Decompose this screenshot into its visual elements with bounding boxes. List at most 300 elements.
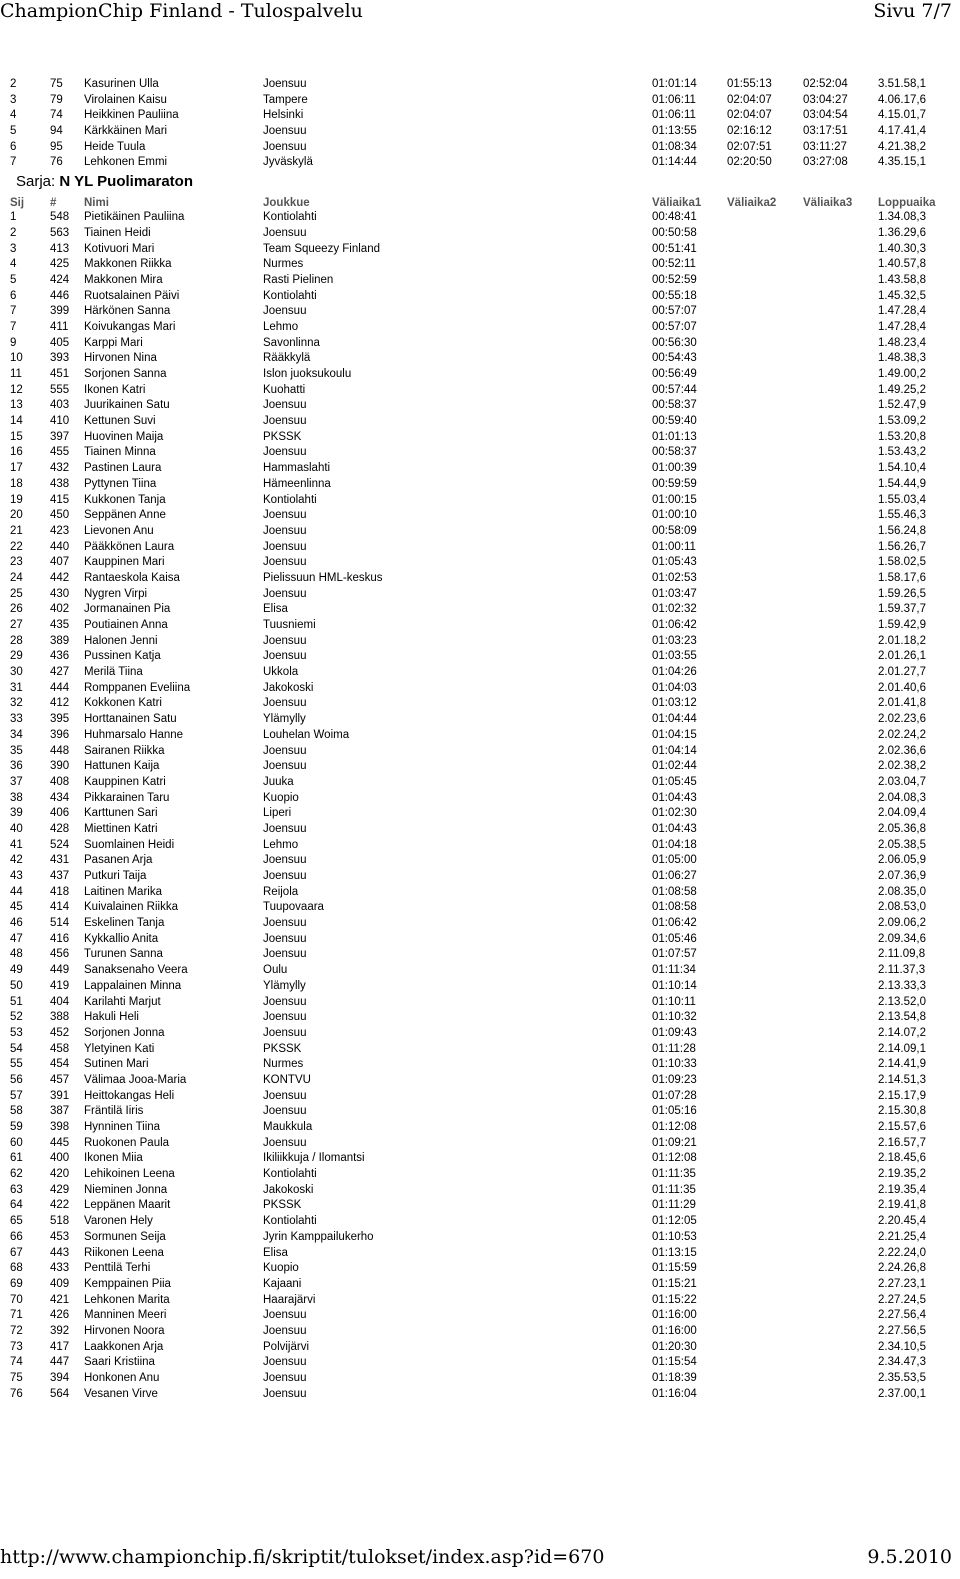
result-cell-sij: 34: [10, 728, 23, 741]
result-cell-sij: 35: [10, 744, 23, 757]
result-cell-v1: 01:05:45: [652, 775, 697, 788]
result-cell-lop: 2.27.24,5: [878, 1293, 926, 1306]
result-cell-sij: 13: [10, 399, 23, 412]
result-row: [0, 242, 960, 258]
result-row: [0, 1293, 960, 1309]
result-cell-sij: 31: [10, 681, 23, 694]
result-row: [0, 916, 960, 932]
result-cell-name: Karilahti Marjut: [84, 995, 161, 1008]
result-cell-sij: 76: [10, 1387, 23, 1400]
result-cell-v1: 01:10:32: [652, 1011, 697, 1024]
result-cell-v3: 03:11:27: [803, 140, 847, 153]
result-cell-lop: 2.19.35,4: [878, 1183, 926, 1196]
result-cell-num: 390: [50, 760, 70, 773]
result-cell-sij: 60: [10, 1136, 23, 1149]
result-cell-num: 455: [50, 446, 70, 459]
result-row: [0, 932, 960, 948]
result-cell-num: 443: [50, 1246, 70, 1259]
result-cell-name: Pussinen Katja: [84, 650, 161, 663]
result-cell-name: Lievonen Anu: [84, 524, 154, 537]
result-row: [0, 1010, 960, 1026]
result-cell-club: Joensuu: [263, 556, 307, 569]
result-cell-v2: 02:07:51: [727, 140, 772, 153]
result-cell-v1: 00:52:11: [652, 258, 696, 271]
column-header-name: Nimi: [84, 197, 109, 210]
result-cell-sij: 52: [10, 1011, 23, 1024]
result-cell-club: Joensuu: [263, 1356, 307, 1369]
result-cell-club: Kuopio: [263, 1262, 299, 1275]
result-cell-num: 425: [50, 258, 70, 271]
result-cell-num: 387: [50, 1105, 70, 1118]
result-cell-num: 424: [50, 273, 70, 286]
result-cell-num: 410: [50, 415, 70, 428]
result-cell-v1: 01:01:13: [652, 430, 697, 443]
result-cell-club: Rääkkylä: [263, 352, 311, 365]
result-cell-lop: 2.02.36,6: [878, 744, 926, 757]
result-cell-club: Joensuu: [263, 870, 307, 882]
result-cell-sij: 44: [10, 885, 23, 898]
result-cell-sij: 45: [10, 901, 23, 914]
result-cell-name: Pastinen Laura: [84, 462, 162, 475]
result-cell-num: 392: [50, 1324, 70, 1337]
result-cell-sij: 38: [10, 791, 23, 804]
result-cell-v1: 01:11:29: [652, 1199, 696, 1212]
result-cell-num: 388: [50, 1011, 70, 1024]
result-cell-name: Koivukangas Mari: [84, 320, 176, 333]
result-cell-sij: 5: [10, 273, 17, 286]
result-cell-club: Helsinki: [263, 109, 304, 122]
result-cell-lop: 1.53.09,2: [878, 415, 926, 428]
page-title: ChampionChip Finland - Tulospalvelu: [0, 0, 363, 22]
result-cell-num: 453: [50, 1230, 70, 1243]
result-cell-name: Hakuli Heli: [84, 1011, 139, 1024]
result-cell-name: Ruokonen Paula: [84, 1136, 170, 1149]
result-cell-lop: 2.27.56,4: [878, 1309, 926, 1322]
result-row: [0, 1136, 960, 1152]
result-cell-club: Joensuu: [263, 78, 307, 90]
result-cell-v1: 01:02:32: [652, 603, 697, 616]
result-row: [0, 759, 960, 775]
result-cell-v1: 01:00:10: [652, 509, 697, 522]
result-cell-lop: 2.05.38,5: [878, 838, 926, 851]
result-cell-club: Kuopio: [263, 791, 299, 804]
result-cell-num: 437: [50, 870, 70, 882]
result-cell-lop: 4.15.01,7: [878, 109, 926, 122]
result-cell-sij: 24: [10, 571, 23, 584]
result-cell-name: Tiainen Minna: [84, 446, 156, 459]
result-row: [0, 289, 960, 305]
result-cell-sij: 40: [10, 822, 23, 835]
result-cell-v1: 01:06:11: [652, 109, 696, 122]
result-cell-num: 458: [50, 1042, 70, 1055]
page-number: Sivu 7/7: [873, 0, 952, 22]
result-cell-lop: 2.02.23,6: [878, 713, 926, 726]
result-cell-sij: 25: [10, 587, 23, 600]
result-cell-sij: 32: [10, 697, 23, 710]
result-cell-v1: 01:04:18: [652, 838, 697, 851]
result-cell-v1: 01:16:00: [652, 1324, 697, 1337]
result-cell-club: Joensuu: [263, 509, 307, 522]
result-cell-lop: 2.13.52,0: [878, 995, 926, 1008]
result-cell-sij: 20: [10, 509, 23, 522]
result-cell-name: Hirvonen Nina: [84, 352, 157, 365]
result-cell-v1: 01:13:15: [652, 1246, 697, 1259]
result-cell-sij: 7: [10, 156, 17, 169]
category-heading: [0, 171, 960, 192]
result-cell-club: Joensuu: [263, 1089, 307, 1102]
result-cell-club: Joensuu: [263, 854, 307, 867]
result-cell-club: Haarajärvi: [263, 1293, 316, 1306]
result-cell-lop: 2.37.00,1: [878, 1387, 926, 1400]
result-cell-num: 389: [50, 634, 70, 647]
result-cell-num: 413: [50, 242, 70, 255]
result-cell-num: 416: [50, 932, 70, 945]
result-cell-name: Eskelinen Tanja: [84, 917, 165, 930]
result-cell-v1: 00:58:37: [652, 446, 697, 459]
result-cell-v1: 01:09:23: [652, 1073, 697, 1086]
result-cell-lop: 2.27.56,5: [878, 1324, 926, 1337]
result-cell-name: Lehkonen Emmi: [84, 156, 168, 169]
result-cell-num: 442: [50, 571, 70, 584]
result-cell-lop: 1.54.44,9: [878, 477, 926, 490]
result-cell-v1: 01:03:23: [652, 634, 697, 647]
column-header-sij: Sij: [10, 197, 25, 210]
result-row: [0, 1340, 960, 1356]
result-row: [0, 696, 960, 712]
result-cell-lop: 2.01.41,8: [878, 697, 926, 710]
result-cell-num: 395: [50, 713, 70, 726]
result-cell-num: 94: [50, 125, 63, 138]
result-cell-name: Lappalainen Minna: [84, 979, 182, 992]
result-cell-v2: 02:04:07: [727, 109, 772, 122]
result-cell-num: 447: [50, 1356, 70, 1369]
result-cell-v1: 01:00:15: [652, 493, 697, 506]
result-cell-name: Huhmarsalo Hanne: [84, 728, 184, 741]
result-row: [0, 367, 960, 383]
result-cell-lop: 1.36.29,6: [878, 226, 926, 239]
result-cell-num: 412: [50, 697, 70, 710]
result-cell-lop: 2.01.27,7: [878, 666, 926, 679]
result-cell-lop: 1.43.58,8: [878, 273, 926, 286]
result-cell-club: Oulu: [263, 964, 288, 977]
result-cell-v1: 01:16:00: [652, 1309, 697, 1322]
result-cell-name: Kauppinen Mari: [84, 556, 165, 569]
result-row: [0, 1183, 960, 1199]
result-cell-sij: 73: [10, 1340, 23, 1353]
result-cell-v1: 01:12:08: [652, 1152, 697, 1165]
result-cell-club: Savonlinna: [263, 336, 320, 349]
result-cell-club: Joensuu: [263, 932, 307, 945]
result-row: [0, 1355, 960, 1371]
result-row: [0, 947, 960, 963]
result-cell-v3: 02:52:04: [803, 78, 848, 90]
result-row: [0, 791, 960, 807]
result-cell-name: Sorjonen Jonna: [84, 1026, 165, 1039]
result-cell-v1: 00:59:59: [652, 477, 697, 490]
result-cell-name: Sorjonen Sanna: [84, 368, 167, 380]
result-row: [0, 1042, 960, 1058]
result-cell-lop: 1.59.26,5: [878, 587, 926, 600]
result-cell-name: Heittokangas Heli: [84, 1089, 175, 1102]
category-name: N YL Puolimaraton: [59, 173, 193, 191]
result-cell-club: Hammaslahti: [263, 462, 331, 475]
result-row: [0, 351, 960, 367]
result-cell-name: Huovinen Maija: [84, 430, 164, 443]
result-cell-lop: 2.09.34,6: [878, 932, 926, 945]
result-cell-num: 396: [50, 728, 70, 741]
result-row: [0, 1261, 960, 1277]
result-cell-name: Ikonen Miia: [84, 1152, 143, 1165]
result-cell-num: 415: [50, 493, 70, 506]
result-cell-num: 402: [50, 603, 70, 616]
result-cell-sij: 46: [10, 917, 23, 930]
result-cell-club: Jyrin Kamppailukerho: [263, 1230, 374, 1243]
result-row: [0, 995, 960, 1011]
result-row: [0, 77, 960, 93]
result-cell-sij: 36: [10, 760, 23, 773]
page-footer: [0, 1545, 960, 1571]
result-cell-num: 414: [50, 901, 70, 914]
result-cell-num: 450: [50, 509, 70, 522]
result-cell-name: Sanaksenaho Veera: [84, 964, 188, 977]
result-cell-sij: 6: [10, 289, 17, 302]
result-cell-v1: 01:03:47: [652, 587, 697, 600]
result-cell-v1: 01:12:05: [652, 1215, 697, 1228]
result-cell-v1: 01:15:59: [652, 1262, 697, 1275]
result-row: [0, 1214, 960, 1230]
result-cell-name: Karttunen Sari: [84, 807, 158, 820]
result-cell-lop: 1.47.28,4: [878, 320, 926, 333]
result-cell-num: 434: [50, 791, 70, 804]
result-cell-sij: 33: [10, 713, 23, 726]
result-cell-v1: 00:50:58: [652, 226, 697, 239]
result-cell-lop: 2.07.36,9: [878, 870, 926, 882]
result-cell-club: Elisa: [263, 1246, 288, 1259]
result-cell-v3: 03:17:51: [803, 125, 848, 138]
result-cell-sij: 53: [10, 1026, 23, 1039]
result-cell-num: 456: [50, 948, 70, 961]
result-cell-club: Joensuu: [263, 995, 307, 1008]
category-result-rows: [0, 210, 960, 1402]
result-cell-lop: 2.24.26,8: [878, 1262, 926, 1275]
result-cell-num: 555: [50, 383, 70, 396]
result-cell-lop: 2.06.05,9: [878, 854, 926, 867]
result-cell-lop: 1.34.08,3: [878, 211, 926, 224]
result-cell-lop: 2.19.41,8: [878, 1199, 926, 1212]
result-cell-club: Joensuu: [263, 399, 307, 412]
result-row: [0, 822, 960, 838]
result-cell-v1: 01:10:11: [652, 995, 696, 1008]
result-row: [0, 775, 960, 791]
result-cell-name: Sutinen Mari: [84, 1058, 149, 1071]
result-cell-sij: 75: [10, 1372, 23, 1384]
result-cell-sij: 2: [10, 78, 17, 90]
result-cell-sij: 50: [10, 979, 23, 992]
column-headers: [0, 192, 960, 210]
result-row: [0, 1151, 960, 1167]
result-cell-club: Tampere: [263, 93, 308, 106]
result-row: [0, 226, 960, 242]
result-row: [0, 806, 960, 822]
result-cell-club: Maukkula: [263, 1121, 313, 1133]
result-cell-v1: 01:06:42: [652, 619, 697, 631]
result-cell-v1: 01:05:46: [652, 932, 697, 945]
result-cell-num: 427: [50, 666, 70, 679]
result-cell-v1: 00:51:41: [652, 242, 697, 255]
result-cell-name: Makkonen Riikka: [84, 258, 172, 271]
result-cell-name: Ruotsalainen Päivi: [84, 289, 180, 302]
result-cell-sij: 29: [10, 650, 23, 663]
result-cell-sij: 23: [10, 556, 23, 569]
result-cell-lop: 2.16.57,7: [878, 1136, 926, 1149]
result-cell-name: Pääkkönen Laura: [84, 540, 175, 553]
result-cell-v1: 01:06:27: [652, 870, 697, 882]
result-cell-name: Kettunen Suvi: [84, 415, 156, 428]
result-cell-v1: 01:00:39: [652, 462, 697, 475]
result-cell-num: 393: [50, 352, 70, 365]
result-row: [0, 681, 960, 697]
result-cell-sij: 71: [10, 1309, 23, 1322]
result-cell-club: Liperi: [263, 807, 292, 820]
result-cell-name: Honkonen Anu: [84, 1372, 160, 1384]
result-cell-sij: 15: [10, 430, 23, 443]
result-cell-lop: 2.08.53,0: [878, 901, 926, 914]
result-cell-v1: 00:52:59: [652, 273, 697, 286]
result-cell-num: 564: [50, 1387, 70, 1400]
result-row: [0, 665, 960, 681]
result-cell-club: Lehmo: [263, 320, 299, 333]
result-cell-lop: 2.34.10,5: [878, 1340, 926, 1353]
result-cell-num: 422: [50, 1199, 70, 1212]
result-cell-name: Suomlainen Heidi: [84, 838, 175, 851]
result-cell-name: Pietikäinen Pauliina: [84, 211, 185, 224]
result-cell-lop: 1.40.30,3: [878, 242, 926, 255]
result-cell-num: 457: [50, 1073, 70, 1086]
result-cell-lop: 3.51.58,1: [878, 78, 926, 90]
result-cell-sij: 51: [10, 995, 23, 1008]
result-cell-v1: 00:58:37: [652, 399, 697, 412]
result-cell-club: Jakokoski: [263, 1183, 314, 1196]
result-cell-sij: 70: [10, 1293, 23, 1306]
result-cell-lop: 1.54.10,4: [878, 462, 926, 475]
result-cell-name: Miettinen Katri: [84, 822, 158, 835]
result-cell-club: Jyväskylä: [263, 156, 313, 169]
result-cell-club: Rasti Pielinen: [263, 273, 334, 286]
result-cell-num: 418: [50, 885, 70, 898]
result-cell-lop: 2.18.45,6: [878, 1152, 926, 1165]
result-row: [0, 124, 960, 140]
result-cell-club: Joensuu: [263, 587, 307, 600]
result-cell-v1: 01:04:14: [652, 744, 697, 757]
result-row: [0, 1246, 960, 1262]
result-cell-sij: 39: [10, 807, 23, 820]
result-cell-sij: 10: [10, 352, 23, 365]
column-header-club: Joukkue: [263, 197, 310, 210]
result-cell-sij: 59: [10, 1121, 23, 1133]
result-row: [0, 1324, 960, 1340]
result-row: [0, 634, 960, 650]
result-cell-lop: 2.11.37,3: [878, 964, 926, 977]
result-cell-lop: 2.14.09,1: [878, 1042, 926, 1055]
result-cell-sij: 41: [10, 838, 23, 851]
result-cell-club: PKSSK: [263, 430, 302, 443]
result-row: [0, 93, 960, 109]
result-cell-num: 435: [50, 619, 70, 631]
result-row: [0, 210, 960, 226]
result-row: [0, 430, 960, 446]
result-cell-sij: 18: [10, 477, 23, 490]
result-cell-name: Virolainen Kaisu: [84, 93, 167, 106]
result-cell-club: Islon juoksukoulu: [263, 368, 352, 380]
result-cell-name: Hirvonen Noora: [84, 1324, 165, 1337]
result-cell-num: 445: [50, 1136, 70, 1149]
result-cell-club: Joensuu: [263, 948, 307, 961]
result-cell-lop: 2.01.18,2: [878, 634, 926, 647]
result-row: [0, 571, 960, 587]
result-cell-name: Pasanen Arja: [84, 854, 153, 867]
result-cell-v1: 01:10:14: [652, 979, 697, 992]
result-row: [0, 963, 960, 979]
result-cell-name: Laakkonen Arja: [84, 1340, 164, 1353]
result-cell-club: Joensuu: [263, 140, 307, 153]
result-cell-club: Ylämylly: [263, 979, 306, 992]
result-cell-num: 452: [50, 1026, 70, 1039]
result-row: [0, 587, 960, 603]
result-cell-lop: 1.55.03,4: [878, 493, 926, 506]
result-cell-name: Härkönen Sanna: [84, 305, 171, 318]
result-cell-num: 398: [50, 1121, 70, 1133]
result-cell-num: 399: [50, 305, 70, 318]
result-cell-num: 409: [50, 1277, 70, 1290]
result-row: [0, 508, 960, 524]
result-cell-sij: 9: [10, 336, 17, 349]
previous-category-rows: [0, 77, 960, 171]
result-cell-lop: 2.13.54,8: [878, 1011, 926, 1024]
result-cell-sij: 54: [10, 1042, 23, 1055]
result-cell-sij: 74: [10, 1356, 23, 1369]
result-row: [0, 304, 960, 320]
result-cell-lop: 1.48.38,3: [878, 352, 926, 365]
result-cell-lop: 2.15.57,6: [878, 1121, 926, 1133]
result-cell-v3: 03:04:27: [803, 93, 848, 106]
result-cell-lop: 1.59.37,7: [878, 603, 926, 616]
result-cell-lop: 1.49.25,2: [878, 383, 926, 396]
result-cell-club: Jakokoski: [263, 681, 314, 694]
result-cell-club: Joensuu: [263, 305, 307, 318]
result-cell-num: 433: [50, 1262, 70, 1275]
result-cell-club: Pielissuun HML-keskus: [263, 571, 383, 584]
result-cell-club: Elisa: [263, 603, 288, 616]
result-cell-club: Joensuu: [263, 1105, 307, 1118]
result-cell-name: Jormanainen Pia: [84, 603, 171, 616]
result-row: [0, 1308, 960, 1324]
result-cell-num: 448: [50, 744, 70, 757]
result-cell-sij: 47: [10, 932, 23, 945]
result-cell-lop: 1.40.57,8: [878, 258, 926, 271]
result-row: [0, 979, 960, 995]
result-row: [0, 1230, 960, 1246]
result-cell-club: Kajaani: [263, 1277, 302, 1290]
result-cell-v1: 01:09:21: [652, 1136, 697, 1149]
result-row: [0, 540, 960, 556]
result-cell-lop: 1.56.26,7: [878, 540, 926, 553]
result-cell-name: Pyttynen Tiina: [84, 477, 157, 490]
result-cell-club: Kuohatti: [263, 383, 306, 396]
result-row: [0, 900, 960, 916]
result-row: [0, 461, 960, 477]
result-cell-club: Nurmes: [263, 258, 304, 271]
result-cell-sij: 43: [10, 870, 23, 882]
